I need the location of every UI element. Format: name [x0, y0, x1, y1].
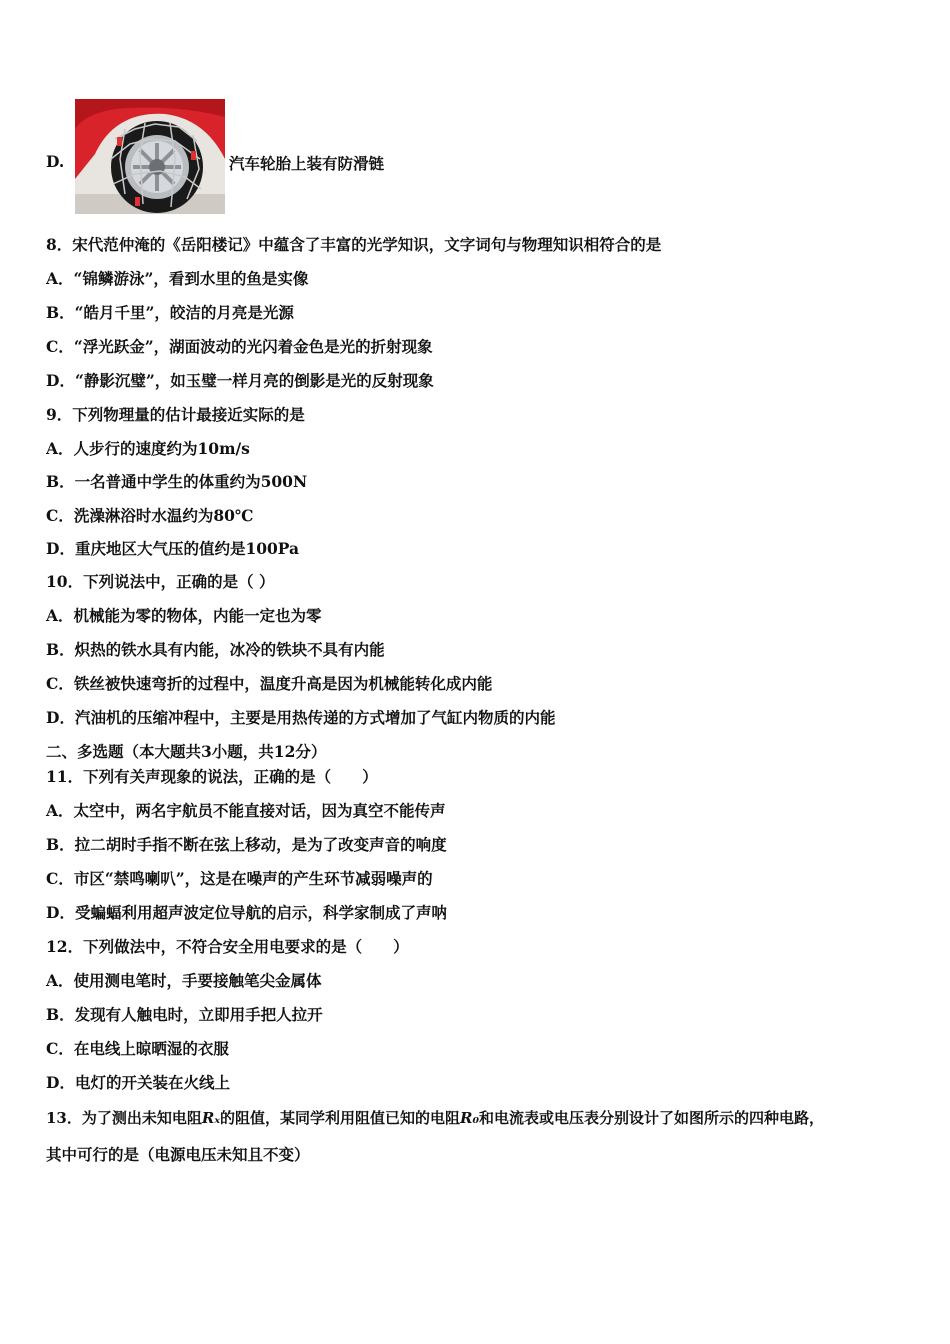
question-9-stem: 9．下列物理量的估计最接近实际的是 [46, 405, 305, 424]
question-9-option-d: D．重庆地区大气压的值约是100Pa [46, 539, 300, 558]
option-d-label: D. [46, 152, 65, 171]
question-9-option-a: A．人步行的速度约为10m/s [46, 439, 250, 458]
question-8-option-a: A．“锦鳞游泳”，看到水里的鱼是实像 [46, 269, 309, 288]
question-13-stem [46, 1108, 824, 1128]
option-d-text: 汽车轮胎上装有防滑链 [229, 154, 385, 173]
question-9-option-b: B．一名普通中学生的体重约为500N [46, 472, 308, 491]
question-10-stem: 10．下列说法中，正确的是（ ） [46, 572, 275, 591]
tire-snow-chain-image [75, 99, 225, 214]
question-11-option-a: A．太空中，两名宇航员不能直接对话，因为真空不能传声 [46, 801, 446, 820]
question-11-option-c: C．市区“禁鸣喇叭”，这是在噪声的产生环节减弱噪声的 [46, 869, 433, 888]
question-12-option-b: B．发现有人触电时，立即用手把人拉开 [46, 1005, 323, 1024]
question-11-option-b: B．拉二胡时手指不断在弦上移动，是为了改变声音的响度 [46, 835, 447, 854]
rx-symbol: Rₓ [201, 1109, 220, 1127]
question-12-option-c: C．在电线上晾晒湿的衣服 [46, 1039, 229, 1058]
question-10-option-a: A．机械能为零的物体，内能一定也为零 [46, 606, 322, 625]
question-10-option-d: D．汽油机的压缩冲程中，主要是用热传递的方式增加了气缸内物质的内能 [46, 708, 556, 727]
question-13-stem-part3: 和电流表或电压表分别设计了如图所示的四种电路， [479, 1109, 825, 1127]
question-13-stem-part1: 13．为了测出未知电阻 [46, 1109, 202, 1127]
r0-symbol: R₀ [460, 1109, 480, 1127]
question-11-option-d: D．受蝙蝠利用超声波定位导航的启示，科学家制成了声呐 [46, 903, 447, 922]
question-12-option-d: D．电灯的开关装在火线上 [46, 1073, 230, 1092]
question-8-option-c: C．“浮光跃金”，湖面波动的光闪着金色是光的折射现象 [46, 337, 433, 356]
question-13-stem-part2: 的阻值，某同学利用阻值已知的电阻 [219, 1109, 460, 1127]
question-11-stem: 11．下列有关声现象的说法，正确的是（ ） [46, 767, 378, 786]
question-12-stem: 12．下列做法中，不符合安全用电要求的是（ ） [46, 937, 409, 956]
question-10-option-c: C．铁丝被快速弯折的过程中，温度升高是因为机械能转化成内能 [46, 674, 493, 693]
question-10-option-b: B．炽热的铁水具有内能，冰冷的铁块不具有内能 [46, 640, 385, 659]
question-13-stem-line2: 其中可行的是（电源电压未知且不变） [46, 1145, 310, 1164]
question-12-option-a: A．使用测电笔时，手要接触笔尖金属体 [46, 971, 322, 990]
question-8-stem: 8．宋代范仲淹的《岳阳楼记》中蕴含了丰富的光学知识，文字词句与物理知识相符合的是 [46, 235, 662, 254]
question-8-option-b: B．“皓月千里”，皎洁的月亮是光源 [46, 303, 294, 322]
question-9-option-c: C．洗澡淋浴时水温约为80℃ [46, 506, 254, 525]
section-heading-multiple-choice: 二、多选题（本大题共3小题，共12分） [46, 742, 327, 761]
question-8-option-d: D．“静影沉璧”，如玉璧一样月亮的倒影是光的反射现象 [46, 371, 434, 390]
